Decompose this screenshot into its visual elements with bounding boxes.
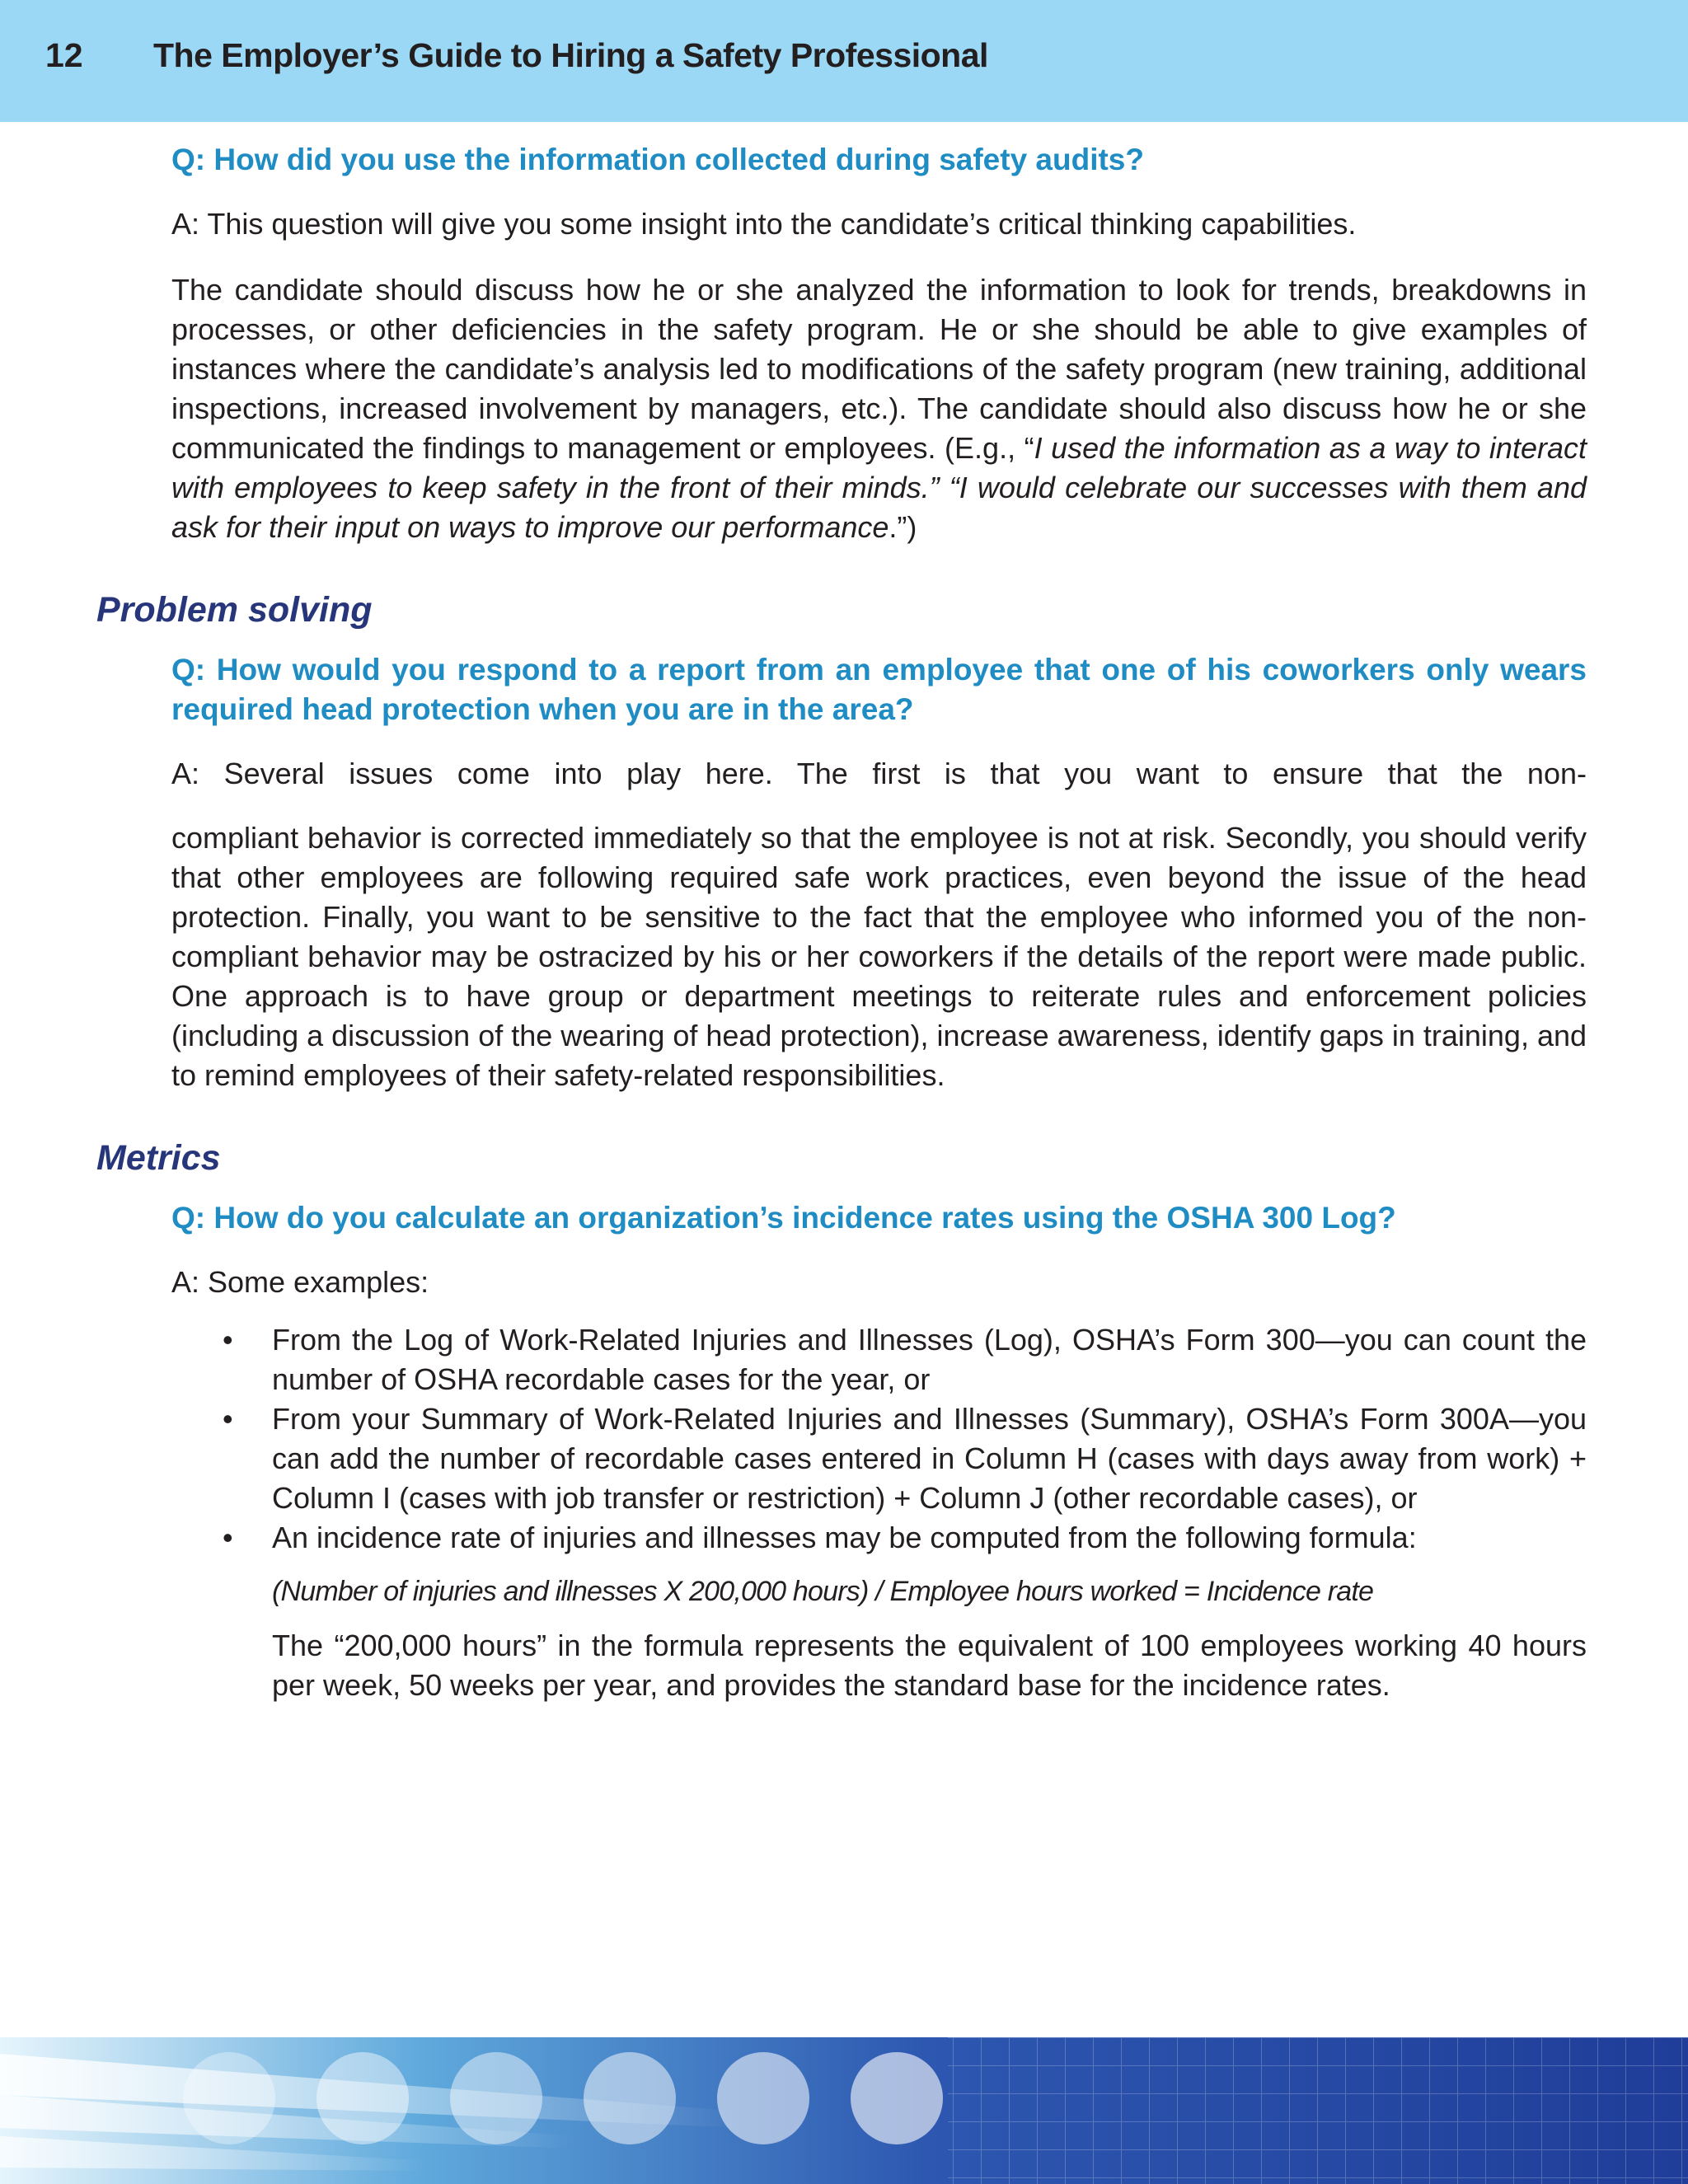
decorative-circle bbox=[717, 2052, 809, 2144]
list-item-text: From your Summary of Work-Related Injuries and Illnesses (Summary), OSHA’s Form 300A—you can add the number of recordable cases entered in Column H (cases with days away from work) + Column I (cases with job transfer or restriction) + Column J (other recordable cases), or bbox=[272, 1402, 1587, 1515]
decorative-circle bbox=[183, 2052, 275, 2144]
footer-banner bbox=[0, 2037, 1688, 2184]
answer-body-safety-audits bbox=[171, 270, 1587, 547]
examples-list bbox=[171, 1320, 1587, 1558]
page-header bbox=[0, 0, 1688, 122]
page-number: 12 bbox=[45, 36, 83, 74]
question-head-protection: Q: How would you respond to a report from an employee that one of his coworkers only wears required head protection when you are in the area? bbox=[171, 653, 1587, 726]
section-heading-metrics: Metrics bbox=[96, 1138, 221, 1178]
list-item-text: An incidence rate of injuries and illnesses may be computed from the following formula: bbox=[272, 1521, 1417, 1554]
list-item bbox=[171, 1320, 1587, 1399]
answer-close: .”) bbox=[889, 510, 917, 544]
incidence-rate-formula: (Number of injuries and illnesses X 200,000 hours) / Employee hours worked = Incidence rate bbox=[272, 1576, 1374, 1607]
page-content bbox=[0, 140, 1688, 1705]
list-item-text: From the Log of Work-Related Injuries and Illnesses (Log), OSHA’s Form 300—you can count the number of OSHA recordable cases for the year, or bbox=[272, 1323, 1587, 1396]
answer-body-text: The candidate should discuss how he or she analyzed the information to look for trends, breakdowns in processes, or other deficiencies in the safety program. He or she should be able to give examples of instances where the candidate’s analysis led to modifications of the safety program (new training, additional inspections, increased involvement by managers, etc.). The candidate should also discuss how he or she communicated the findings to management or employees. (E.g., “ bbox=[171, 273, 1587, 465]
list-item bbox=[171, 1518, 1587, 1558]
decorative-circle bbox=[584, 2052, 676, 2144]
question-incidence-rates: Q: How do you calculate an organization’s incidence rates using the OSHA 300 Log? bbox=[171, 1201, 1396, 1235]
answer-intro-safety-audits: A: This question will give you some insight into the candidate’s critical thinking capabilities. bbox=[171, 207, 1357, 241]
decorative-circle bbox=[450, 2052, 542, 2144]
answer-quote: I used the information as a way to interact with employees to keep safety in the front of their minds.” “I would celebrate our successes with them and ask for their input on ways to improve our performance bbox=[171, 431, 1587, 544]
answer-intro-metrics: A: Some examples: bbox=[171, 1265, 429, 1299]
decorative-circle bbox=[316, 2052, 409, 2144]
section-heading-problem-solving: Problem solving bbox=[96, 590, 373, 630]
bullet-icon: • bbox=[223, 1521, 233, 1554]
running-title: The Employer’s Guide to Hiring a Safety Professional bbox=[153, 36, 988, 74]
bullet-icon: • bbox=[223, 1402, 233, 1436]
answer-first-head-protection: A: Several issues come into play here. The first is that you want to ensure that the non- bbox=[171, 757, 1587, 790]
decorative-circle bbox=[851, 2052, 943, 2144]
formula-explanation: The “200,000 hours” in the formula represents the equivalent of 100 employees working 40 hours per week, 50 weeks per year, and provides the standard base for the incidence rates. bbox=[272, 1629, 1587, 1702]
bullet-icon: • bbox=[223, 1323, 233, 1357]
list-item bbox=[171, 1399, 1587, 1518]
question-safety-audits: Q: How did you use the information collected during safety audits? bbox=[171, 143, 1144, 176]
answer-rest-head-protection: compliant behavior is corrected immediately so that the employee is not at risk. Secondly, you should verify that other employees are following required safe work practices, even beyond the issue of the head protection. Finally, you want to be sensitive to the fact that the employee who informed you of the non-compliant behavior may be ostracized by his or her coworkers if the details of the report were made public. One approach is to have group or department meetings to reiterate rules and enforcement policies (including a discussion of the wearing of head protection), increase awareness, identify gaps in training, and to remind employees of their safety-related responsibilities. bbox=[171, 821, 1587, 1092]
